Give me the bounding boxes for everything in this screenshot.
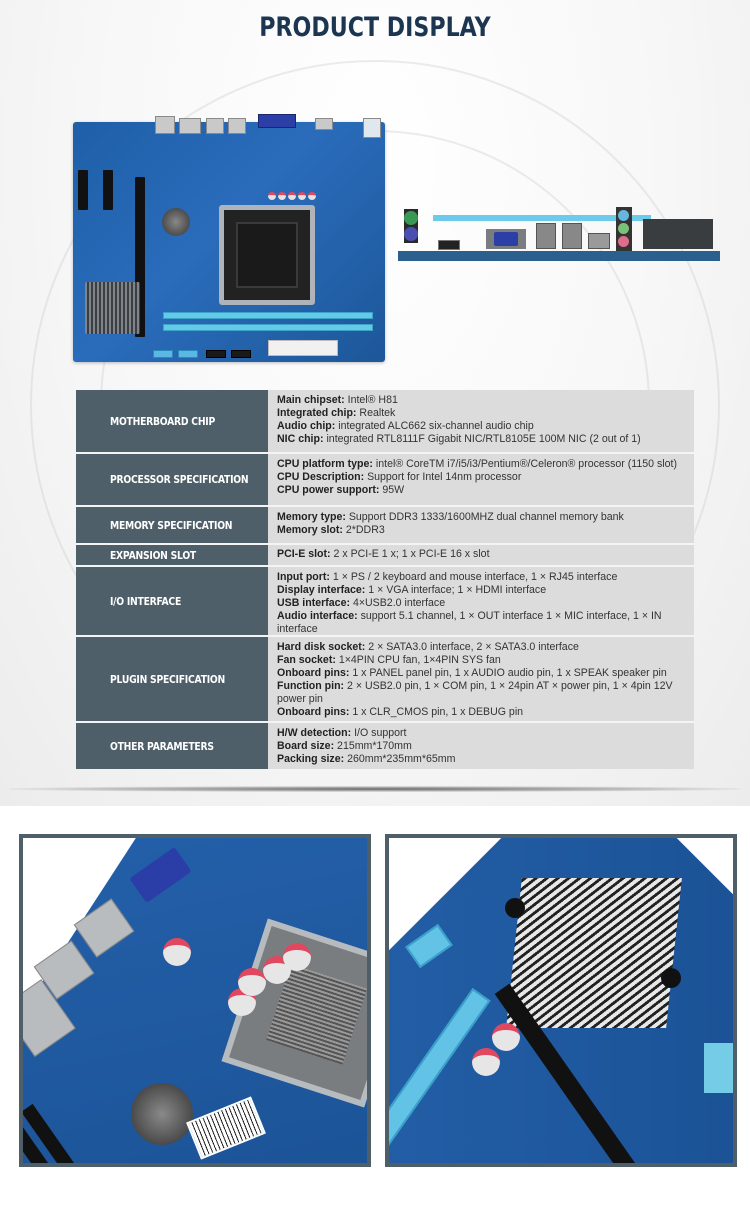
spec-table bbox=[76, 390, 694, 769]
lan-port bbox=[179, 118, 201, 134]
spec-values bbox=[268, 567, 694, 635]
spec-value: Support DDR3 1333/1600MHZ dual channel memory bank bbox=[345, 511, 624, 523]
spec-value: 2 × SATA3.0 interface, 2 × SATA3.0 interface bbox=[365, 641, 579, 653]
heatsink-pin bbox=[661, 968, 681, 988]
capacitor bbox=[288, 192, 296, 200]
cmos-battery bbox=[131, 1083, 193, 1145]
spec-key: Function pin: bbox=[277, 680, 345, 693]
spec-value: 1 x PANEL panel pin, 1 x AUDIO audio pin, 1 x SPEAK speaker pin bbox=[349, 667, 667, 680]
spec-row-io-interface bbox=[76, 567, 694, 637]
chipset-heatsink bbox=[85, 282, 140, 334]
spec-label: MEMORY SPECIFICATION bbox=[76, 507, 268, 543]
spec-key: Audio interface: bbox=[277, 610, 358, 623]
spec-values bbox=[268, 390, 694, 452]
spec-key: CPU power support: bbox=[277, 484, 380, 497]
spec-value: integrated RTL8111F Gigabit NIC/RTL8105E 100M NIC (2 out of 1) bbox=[323, 433, 641, 446]
capacitor bbox=[472, 1048, 500, 1076]
motherboard-top-image bbox=[73, 122, 385, 362]
spec-value: 2 x PCI-E 1 x; 1 x PCI-E 16 x slot bbox=[330, 548, 490, 560]
spec-key: Display interface: bbox=[277, 584, 366, 597]
usb-port bbox=[228, 118, 246, 134]
ps2-port bbox=[155, 116, 175, 134]
pcb-edge bbox=[398, 251, 720, 261]
spec-value: 2 × USB2.0 pin, 1 × COM pin, 1 × 24pin AT × power pin, 1 × 4pin 12V power pin bbox=[277, 680, 673, 706]
spec-key: Memory slot: bbox=[277, 524, 343, 537]
usb-port bbox=[562, 223, 582, 249]
cmos-battery bbox=[162, 208, 190, 236]
usb-header bbox=[704, 1043, 734, 1093]
spec-value: 95W bbox=[379, 484, 405, 497]
capacitor bbox=[238, 968, 266, 996]
capacitor bbox=[283, 943, 311, 971]
capacitor bbox=[492, 1023, 520, 1051]
spec-label: EXPANSION SLOT bbox=[76, 545, 268, 565]
detail-photo-cpu-socket bbox=[19, 834, 371, 1167]
spec-row-other bbox=[76, 723, 694, 769]
spec-value: integrated ALC662 six-channel audio chip bbox=[335, 420, 534, 433]
spec-key: Memory type: bbox=[277, 511, 346, 523]
spec-key: Audio chip: bbox=[277, 420, 336, 433]
dimm-slot bbox=[163, 312, 373, 319]
spec-row-expansion bbox=[76, 545, 694, 567]
section-divider bbox=[10, 786, 740, 792]
spec-key: H/W detection: bbox=[277, 727, 352, 739]
spec-value: 1 × VGA interface; 1 × HDMI interface bbox=[365, 584, 547, 597]
usb-port bbox=[206, 118, 224, 134]
vga-port bbox=[494, 232, 518, 246]
spec-key: Onboard pins: bbox=[277, 706, 350, 719]
spec-key: Packing size: bbox=[277, 753, 345, 766]
spec-value: 260mm*235mm*65mm bbox=[344, 753, 456, 766]
spec-value: 215mm*170mm bbox=[334, 740, 412, 753]
spec-row-processor bbox=[76, 454, 694, 507]
sata-port bbox=[206, 350, 226, 358]
mic-jack bbox=[618, 236, 629, 247]
ps2-mouse-port bbox=[404, 211, 418, 225]
spec-values bbox=[268, 545, 694, 565]
audio-in-jack bbox=[618, 210, 629, 221]
usb-port bbox=[536, 223, 556, 249]
spec-key: Main chipset: bbox=[277, 394, 345, 406]
spec-value: I/O support bbox=[351, 727, 407, 739]
detail-photo-chipset bbox=[385, 834, 737, 1167]
spec-value: Realtek bbox=[356, 407, 396, 420]
vga-port bbox=[258, 114, 296, 128]
capacitor bbox=[298, 192, 306, 200]
chipset-heatsink bbox=[506, 878, 682, 1028]
rear-io-image bbox=[398, 205, 720, 261]
capacitor bbox=[163, 938, 191, 966]
spec-label: PROCESSOR SPECIFICATION bbox=[76, 454, 268, 505]
spec-label: MOTHERBOARD CHIP bbox=[76, 390, 268, 452]
ps2-keyboard-port bbox=[404, 227, 418, 241]
capacitor bbox=[308, 192, 316, 200]
spec-label: PLUGIN SPECIFICATION bbox=[76, 637, 268, 721]
spec-key: PCI-E slot: bbox=[277, 548, 331, 560]
rj45-port bbox=[588, 233, 610, 249]
spec-value: 1×4PIN CPU fan, 1×4PIN SYS fan bbox=[335, 654, 501, 667]
heatsink-pin bbox=[505, 898, 525, 918]
spec-value: 2*DDR3 bbox=[342, 524, 385, 537]
cpu-socket bbox=[219, 205, 315, 305]
pcie-x1-slot bbox=[78, 170, 88, 210]
spec-value: Intel® H81 bbox=[344, 394, 398, 406]
spec-value: 4×USB2.0 interface bbox=[350, 597, 446, 610]
spec-key: NIC chip: bbox=[277, 433, 324, 446]
capacitor bbox=[278, 192, 286, 200]
spec-values bbox=[268, 454, 694, 505]
spec-values bbox=[268, 507, 694, 543]
spec-value: support 5.1 channel, 1 × OUT interface 1 × MIC interface, 1 × IN interface bbox=[277, 610, 662, 636]
spec-value: Support for Intel 14nm processor bbox=[364, 471, 522, 484]
spec-key: Board size: bbox=[277, 740, 335, 753]
spec-value: intel® CoreTM i7/i5/i3/Pentium®/Celeron® processor (1150 slot) bbox=[372, 458, 678, 470]
hdmi-port bbox=[438, 240, 460, 250]
atx-power-connector bbox=[268, 340, 338, 356]
page-title: PRODUCT DISPLAY bbox=[259, 12, 491, 43]
spec-key: Input port: bbox=[277, 571, 330, 583]
spec-values bbox=[268, 637, 694, 721]
components bbox=[643, 219, 713, 249]
spec-key: Hard disk socket: bbox=[277, 641, 366, 653]
audio-port bbox=[363, 118, 381, 138]
spec-key: CPU Description: bbox=[277, 471, 365, 484]
spec-value: 1 x CLR_CMOS pin, 1 x DEBUG pin bbox=[349, 706, 524, 719]
spec-key: Fan socket: bbox=[277, 654, 336, 667]
spec-key: USB interface: bbox=[277, 597, 350, 610]
spec-values bbox=[268, 723, 694, 769]
spec-value: 1 × PS / 2 keyboard and mouse interface, 1 × RJ45 interface bbox=[329, 571, 618, 583]
spec-label: OTHER PARAMETERS bbox=[76, 723, 268, 769]
spec-row-memory bbox=[76, 507, 694, 545]
spec-key: CPU platform type: bbox=[277, 458, 373, 470]
spec-key: Integrated chip: bbox=[277, 407, 357, 420]
spec-row-motherboard-chip bbox=[76, 390, 694, 454]
spec-label: I/O INTERFACE bbox=[76, 567, 268, 635]
hdmi-port bbox=[315, 118, 333, 130]
sata-port bbox=[153, 350, 173, 358]
spec-row-plugin bbox=[76, 637, 694, 723]
spec-key: Onboard pins: bbox=[277, 667, 350, 680]
audio-out-jack bbox=[618, 223, 629, 234]
pcie-x1-slot bbox=[103, 170, 113, 210]
sata-port bbox=[178, 350, 198, 358]
capacitor bbox=[268, 192, 276, 200]
sata-port bbox=[231, 350, 251, 358]
dimm-slot bbox=[163, 324, 373, 331]
